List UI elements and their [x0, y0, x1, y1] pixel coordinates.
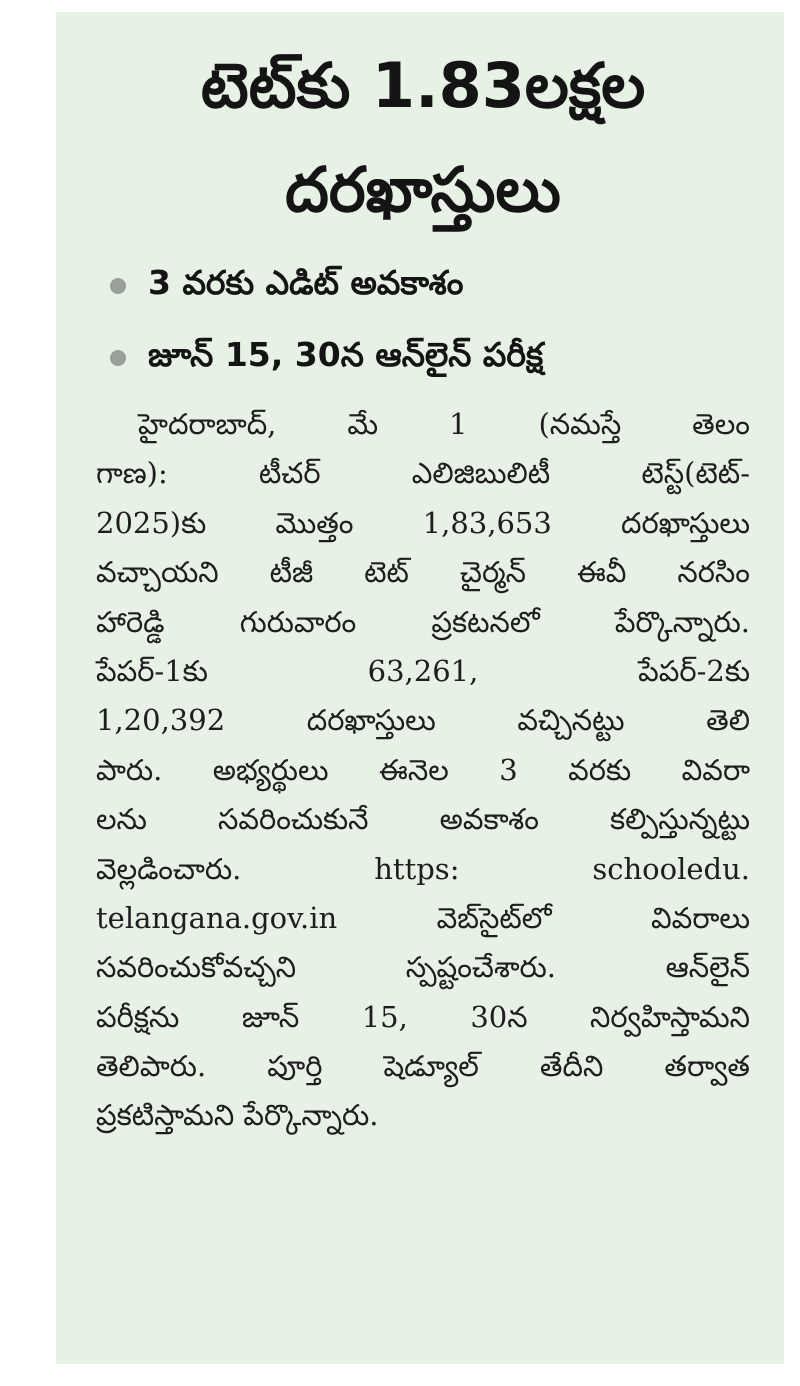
- headline-line-1: టెట్‌కు 1.83లక్షల: [200, 49, 646, 122]
- highlight-text: జూన్ 15, 30న ఆన్‌లైన్ పరీక్ష: [148, 334, 544, 374]
- highlight-item: [96, 322, 750, 394]
- news-clipping: [56, 12, 784, 1364]
- body-line: పేపర్-1కు 63,261, పేపర్-2కు: [96, 653, 750, 688]
- article-body: [96, 400, 750, 1141]
- headline: [96, 34, 750, 242]
- bullet-dot-icon: [110, 350, 126, 366]
- body-line: పారు. అభ్యర్థులు ఈనెల 3 వరకు వివరా: [96, 752, 750, 787]
- body-line: లను సవరించుకునే అవకాశం కల్పిస్తున్నట్టు: [96, 802, 750, 837]
- body-line: 2025)కు మొత్తం 1,83,653 దరఖాస్తులు: [96, 505, 750, 540]
- body-line: వెల్లడించారు. https: schooledu.: [96, 851, 750, 886]
- body-line: గాణ): టీచర్ ఎలిజిబులిటీ టెస్ట్(టెట్-: [96, 456, 750, 491]
- body-line: హైదరాబాద్, మే 1 (నమస్తే తెలం: [138, 407, 750, 441]
- body-line: telangana.gov.in వెబ్‌సైట్‌లో వివరాలు: [96, 900, 750, 935]
- highlights-list: [96, 250, 750, 394]
- body-line: హారెడ్డి గురువారం ప్రకటనలో పేర్కొన్నారు.: [96, 604, 750, 639]
- body-line: ప్రకటిస్తామని పేర్కొన్నారు.: [96, 1098, 379, 1133]
- body-line: సవరించుకోవచ్చని స్పష్టంచేశారు. ఆన్‌లైన్: [96, 950, 750, 985]
- highlight-text: 3 వరకు ఎడిట్ అవకాశం: [148, 262, 464, 302]
- highlight-item: [96, 250, 750, 322]
- body-line: తెలిపారు. పూర్తి షెడ్యూల్ తేదీని తర్వాత: [96, 1049, 750, 1084]
- headline-line-2: దరఖాస్తులు: [285, 153, 561, 226]
- body-line: వచ్చాయని టీజీ టెట్ చైర్మన్ ఈవీ నరసిం: [96, 555, 750, 590]
- bullet-dot-icon: [110, 278, 126, 294]
- body-line: పరీక్షను జూన్ 15, 30న నిర్వహిస్తామని: [96, 999, 750, 1034]
- body-line: 1,20,392 దరఖాస్తులు వచ్చినట్టు తెలి: [96, 703, 750, 738]
